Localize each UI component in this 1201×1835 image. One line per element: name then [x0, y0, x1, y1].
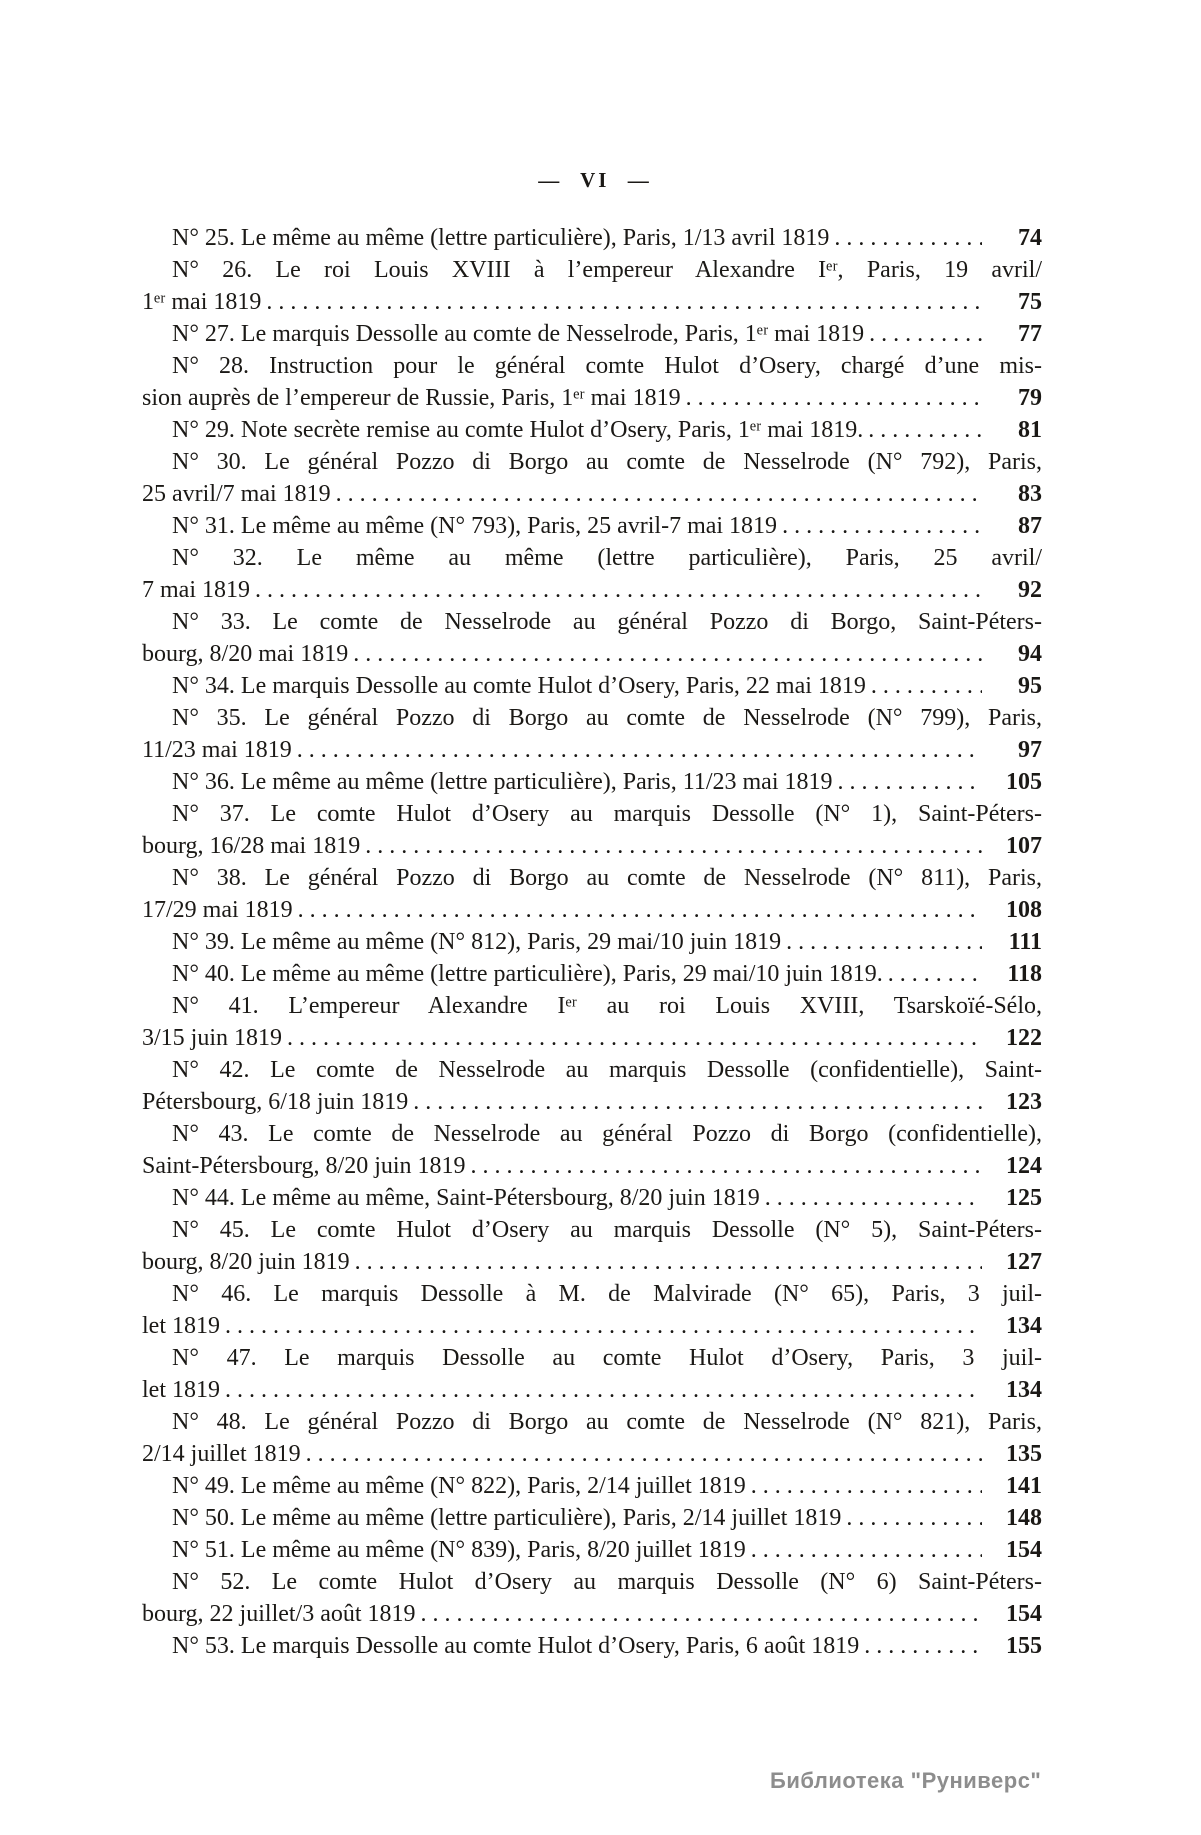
toc-line	[142, 1278, 1042, 1310]
dot-leader	[888, 958, 982, 990]
toc-entry-text: 3/15 juin 1819	[142, 1025, 283, 1051]
page-number: 92	[1018, 577, 1042, 603]
page-number: 118	[1007, 961, 1042, 987]
page-number: 95	[1018, 673, 1042, 699]
toc-line	[142, 830, 1042, 862]
toc-line	[142, 638, 1042, 670]
dot-leader	[786, 926, 982, 958]
page-number: 154	[1006, 1537, 1042, 1563]
toc-entry-text: bourg, 8/20 juin 1819	[142, 1249, 350, 1275]
page-number: 107	[1006, 833, 1042, 859]
toc-line	[142, 702, 1042, 734]
toc-entry-text: N° 26. Le roi Louis XVIII à l’empereur Alexandre Iᵉʳ, Paris, 19 avril/	[172, 257, 1042, 283]
toc-entry-text: N° 44. Le même au même, Saint-Pétersbourg, 8/20 juin 1819	[172, 1185, 760, 1211]
toc-line	[142, 894, 1042, 926]
toc-line	[142, 798, 1042, 830]
toc-entry-text: N° 47. Le marquis Dessolle au comte Hulot d’Osery, Paris, 3 juil-	[172, 1345, 1042, 1371]
toc-line	[142, 1246, 1042, 1278]
toc-line	[142, 1502, 1042, 1534]
dot-leader	[782, 510, 982, 542]
toc-entry-text: N° 45. Le comte Hulot d’Osery au marquis Dessolle (N° 5), Saint-Péters-	[172, 1217, 1042, 1243]
toc-entry-text: N° 42. Le comte de Nesselrode au marquis Dessolle (confidentielle), Saint-	[172, 1057, 1042, 1083]
dot-leader	[869, 318, 982, 350]
toc-line	[142, 606, 1042, 638]
page-number: 83	[1018, 481, 1042, 507]
toc-line	[142, 958, 1042, 990]
toc-entry-text: 11/23 mai 1819	[142, 737, 292, 763]
dot-leader	[751, 1470, 982, 1502]
toc-line	[142, 990, 1042, 1022]
dot-leader	[287, 1022, 982, 1054]
toc-entry-text: N° 41. L’empereur Alexandre Iᵉʳ au roi Louis XVIII, Tsarskoïé-Sélo,	[172, 993, 1042, 1019]
dot-leader	[413, 1086, 982, 1118]
toc-line	[142, 1598, 1042, 1630]
dot-leader	[834, 222, 982, 254]
dot-leader	[225, 1374, 982, 1406]
toc-entry-text: 17/29 mai 1819	[142, 897, 293, 923]
page-number: 148	[1006, 1505, 1042, 1531]
toc-line	[142, 862, 1042, 894]
toc-entry-text: N° 40. Le même au même (lettre particulière), Paris, 29 mai/10 juin 1819.	[172, 961, 883, 987]
toc-line	[142, 1534, 1042, 1566]
toc-line	[142, 1214, 1042, 1246]
toc-line	[142, 1054, 1042, 1086]
toc-entry-text: N° 37. Le comte Hulot d’Osery au marquis Dessolle (N° 1), Saint-Péters-	[172, 801, 1042, 827]
toc-entry-text: N° 50. Le même au même (lettre particulière), Paris, 2/14 juillet 1819	[172, 1505, 842, 1531]
toc-entry-text: N° 48. Le général Pozzo di Borgo au comte de Nesselrode (N° 821), Paris,	[172, 1409, 1042, 1435]
toc-entry-text: N° 36. Le même au même (lettre particulière), Paris, 11/23 mai 1819	[172, 769, 833, 795]
toc-line	[142, 574, 1042, 606]
dot-leader	[298, 894, 982, 926]
watermark: Библиотека "Руниверс"	[770, 1768, 1042, 1793]
dot-leader	[751, 1534, 982, 1566]
dot-leader	[266, 286, 982, 318]
toc-entry-text: N° 39. Le même au même (N° 812), Paris, 29 mai/10 juin 1819	[172, 929, 782, 955]
toc-line	[142, 1022, 1042, 1054]
dot-leader	[306, 1438, 982, 1470]
toc-line	[142, 766, 1042, 798]
table-of-contents	[142, 222, 1042, 1662]
toc-line	[142, 1310, 1042, 1342]
page-number: 74	[1018, 225, 1042, 251]
toc-line	[142, 1566, 1042, 1598]
dot-leader	[846, 1502, 982, 1534]
toc-line	[142, 670, 1042, 702]
page-number: 105	[1006, 769, 1042, 795]
toc-entry-text: N° 52. Le comte Hulot d’Osery au marquis Dessolle (N° 6) Saint-Péters-	[172, 1569, 1042, 1595]
toc-line	[142, 734, 1042, 766]
dot-leader	[297, 734, 982, 766]
page-number: 135	[1006, 1441, 1042, 1467]
page-number: 124	[1006, 1153, 1042, 1179]
toc-entry-text: sion auprès de l’empereur de Russie, Paris, 1ᵉʳ mai 1819	[142, 385, 681, 411]
toc-entry-text: bourg, 8/20 mai 1819	[142, 641, 349, 667]
toc-entry-text: N° 43. Le comte de Nesselrode au général Pozzo di Borgo (confidentielle),	[172, 1121, 1042, 1147]
toc-line	[142, 222, 1042, 254]
page-number: 134	[1006, 1313, 1042, 1339]
toc-entry-text: bourg, 16/28 mai 1819	[142, 833, 361, 859]
toc-entry-text: 1ᵉʳ mai 1819	[142, 289, 262, 315]
toc-entry-text: N° 25. Le même au même (lettre particulière), Paris, 1/13 avril 1819	[172, 225, 830, 251]
toc-line	[142, 1630, 1042, 1662]
toc-line	[142, 1342, 1042, 1374]
toc-line	[142, 1470, 1042, 1502]
page-number: 154	[1006, 1601, 1042, 1627]
toc-line	[142, 1374, 1042, 1406]
toc-line	[142, 350, 1042, 382]
page-number: 97	[1018, 737, 1042, 763]
page-number: 111	[1008, 929, 1042, 955]
toc-line	[142, 1438, 1042, 1470]
dot-leader	[336, 478, 982, 510]
toc-line	[142, 1086, 1042, 1118]
toc-entry-text: 2/14 juillet 1819	[142, 1441, 301, 1467]
toc-entry-text: Pétersbourg, 6/18 juin 1819	[142, 1089, 409, 1115]
toc-entry-text: N° 30. Le général Pozzo di Borgo au comte de Nesselrode (N° 792), Paris,	[172, 449, 1042, 475]
toc-line	[142, 382, 1042, 414]
page-number: 75	[1018, 289, 1042, 315]
dot-leader	[255, 574, 982, 606]
toc-entry-text: Saint-Pétersbourg, 8/20 juin 1819	[142, 1153, 466, 1179]
toc-line	[142, 286, 1042, 318]
dot-leader	[355, 1246, 982, 1278]
toc-entry-text: N° 32. Le même au même (lettre particulière), Paris, 25 avril/	[172, 545, 1042, 571]
toc-line	[142, 1150, 1042, 1182]
dot-leader	[871, 670, 982, 702]
toc-line	[142, 926, 1042, 958]
dot-leader	[765, 1182, 982, 1214]
toc-entry-text: N° 33. Le comte de Nesselrode au général Pozzo di Borgo, Saint-Péters-	[172, 609, 1042, 635]
toc-entry-text: let 1819	[142, 1377, 220, 1403]
toc-entry-text: N° 46. Le marquis Dessolle à M. de Malvirade (N° 65), Paris, 3 juil-	[172, 1281, 1042, 1307]
dot-leader	[421, 1598, 982, 1630]
dot-leader	[471, 1150, 982, 1182]
page-number: 122	[1006, 1025, 1042, 1051]
dot-leader	[225, 1310, 982, 1342]
page-number-header: — VI —	[538, 168, 652, 192]
page-number: 127	[1006, 1249, 1042, 1275]
dot-leader	[838, 766, 983, 798]
toc-line	[142, 1118, 1042, 1150]
page-number: 134	[1006, 1377, 1042, 1403]
page-number: 108	[1006, 897, 1042, 923]
toc-entry-text: N° 53. Le marquis Dessolle au comte Hulot d’Osery, Paris, 6 août 1819	[172, 1633, 860, 1659]
toc-entry-text: bourg, 22 juillet/3 août 1819	[142, 1601, 416, 1627]
toc-entry-text: 25 avril/7 mai 1819	[142, 481, 331, 507]
page-number: 79	[1018, 385, 1042, 411]
toc-entry-text: N° 27. Le marquis Dessolle au comte de Nesselrode, Paris, 1ᵉʳ mai 1819	[172, 321, 865, 347]
dot-leader	[868, 414, 982, 446]
toc-entry-text: N° 35. Le général Pozzo di Borgo au comte de Nesselrode (N° 799), Paris,	[172, 705, 1042, 731]
toc-line	[142, 478, 1042, 510]
dot-leader	[864, 1630, 982, 1662]
dot-leader	[686, 382, 982, 414]
page-number: 155	[1006, 1633, 1042, 1659]
page-number: 125	[1006, 1185, 1042, 1211]
toc-entry-text: N° 51. Le même au même (N° 839), Paris, 8/20 juillet 1819	[172, 1537, 746, 1563]
toc-entry-text: N° 28. Instruction pour le général comte Hulot d’Osery, chargé d’une mis-	[172, 353, 1042, 379]
dot-leader	[353, 638, 982, 670]
page-number: 81	[1018, 417, 1042, 443]
page-number: 77	[1018, 321, 1042, 347]
page-number: 87	[1018, 513, 1042, 539]
toc-line	[142, 1406, 1042, 1438]
page-number: 123	[1006, 1089, 1042, 1115]
toc-line	[142, 414, 1042, 446]
toc-line	[142, 1182, 1042, 1214]
page-number: 94	[1018, 641, 1042, 667]
dot-leader	[365, 830, 982, 862]
toc-entry-text: N° 38. Le général Pozzo di Borgo au comte de Nesselrode (N° 811), Paris,	[172, 865, 1042, 891]
toc-line	[142, 318, 1042, 350]
toc-entry-text: N° 49. Le même au même (N° 822), Paris, 2/14 juillet 1819	[172, 1473, 746, 1499]
toc-entry-text: let 1819	[142, 1313, 220, 1339]
toc-entry-text: N° 29. Note secrète remise au comte Hulot d’Osery, Paris, 1ᵉʳ mai 1819.	[172, 417, 864, 443]
toc-line	[142, 510, 1042, 542]
toc-line	[142, 254, 1042, 286]
toc-line	[142, 446, 1042, 478]
toc-entry-text: N° 34. Le marquis Dessolle au comte Hulot d’Osery, Paris, 22 mai 1819	[172, 673, 866, 699]
toc-entry-text: N° 31. Le même au même (N° 793), Paris, 25 avril-7 mai 1819	[172, 513, 778, 539]
toc-line	[142, 542, 1042, 574]
toc-entry-text: 7 mai 1819	[142, 577, 250, 603]
page-number: 141	[1006, 1473, 1042, 1499]
